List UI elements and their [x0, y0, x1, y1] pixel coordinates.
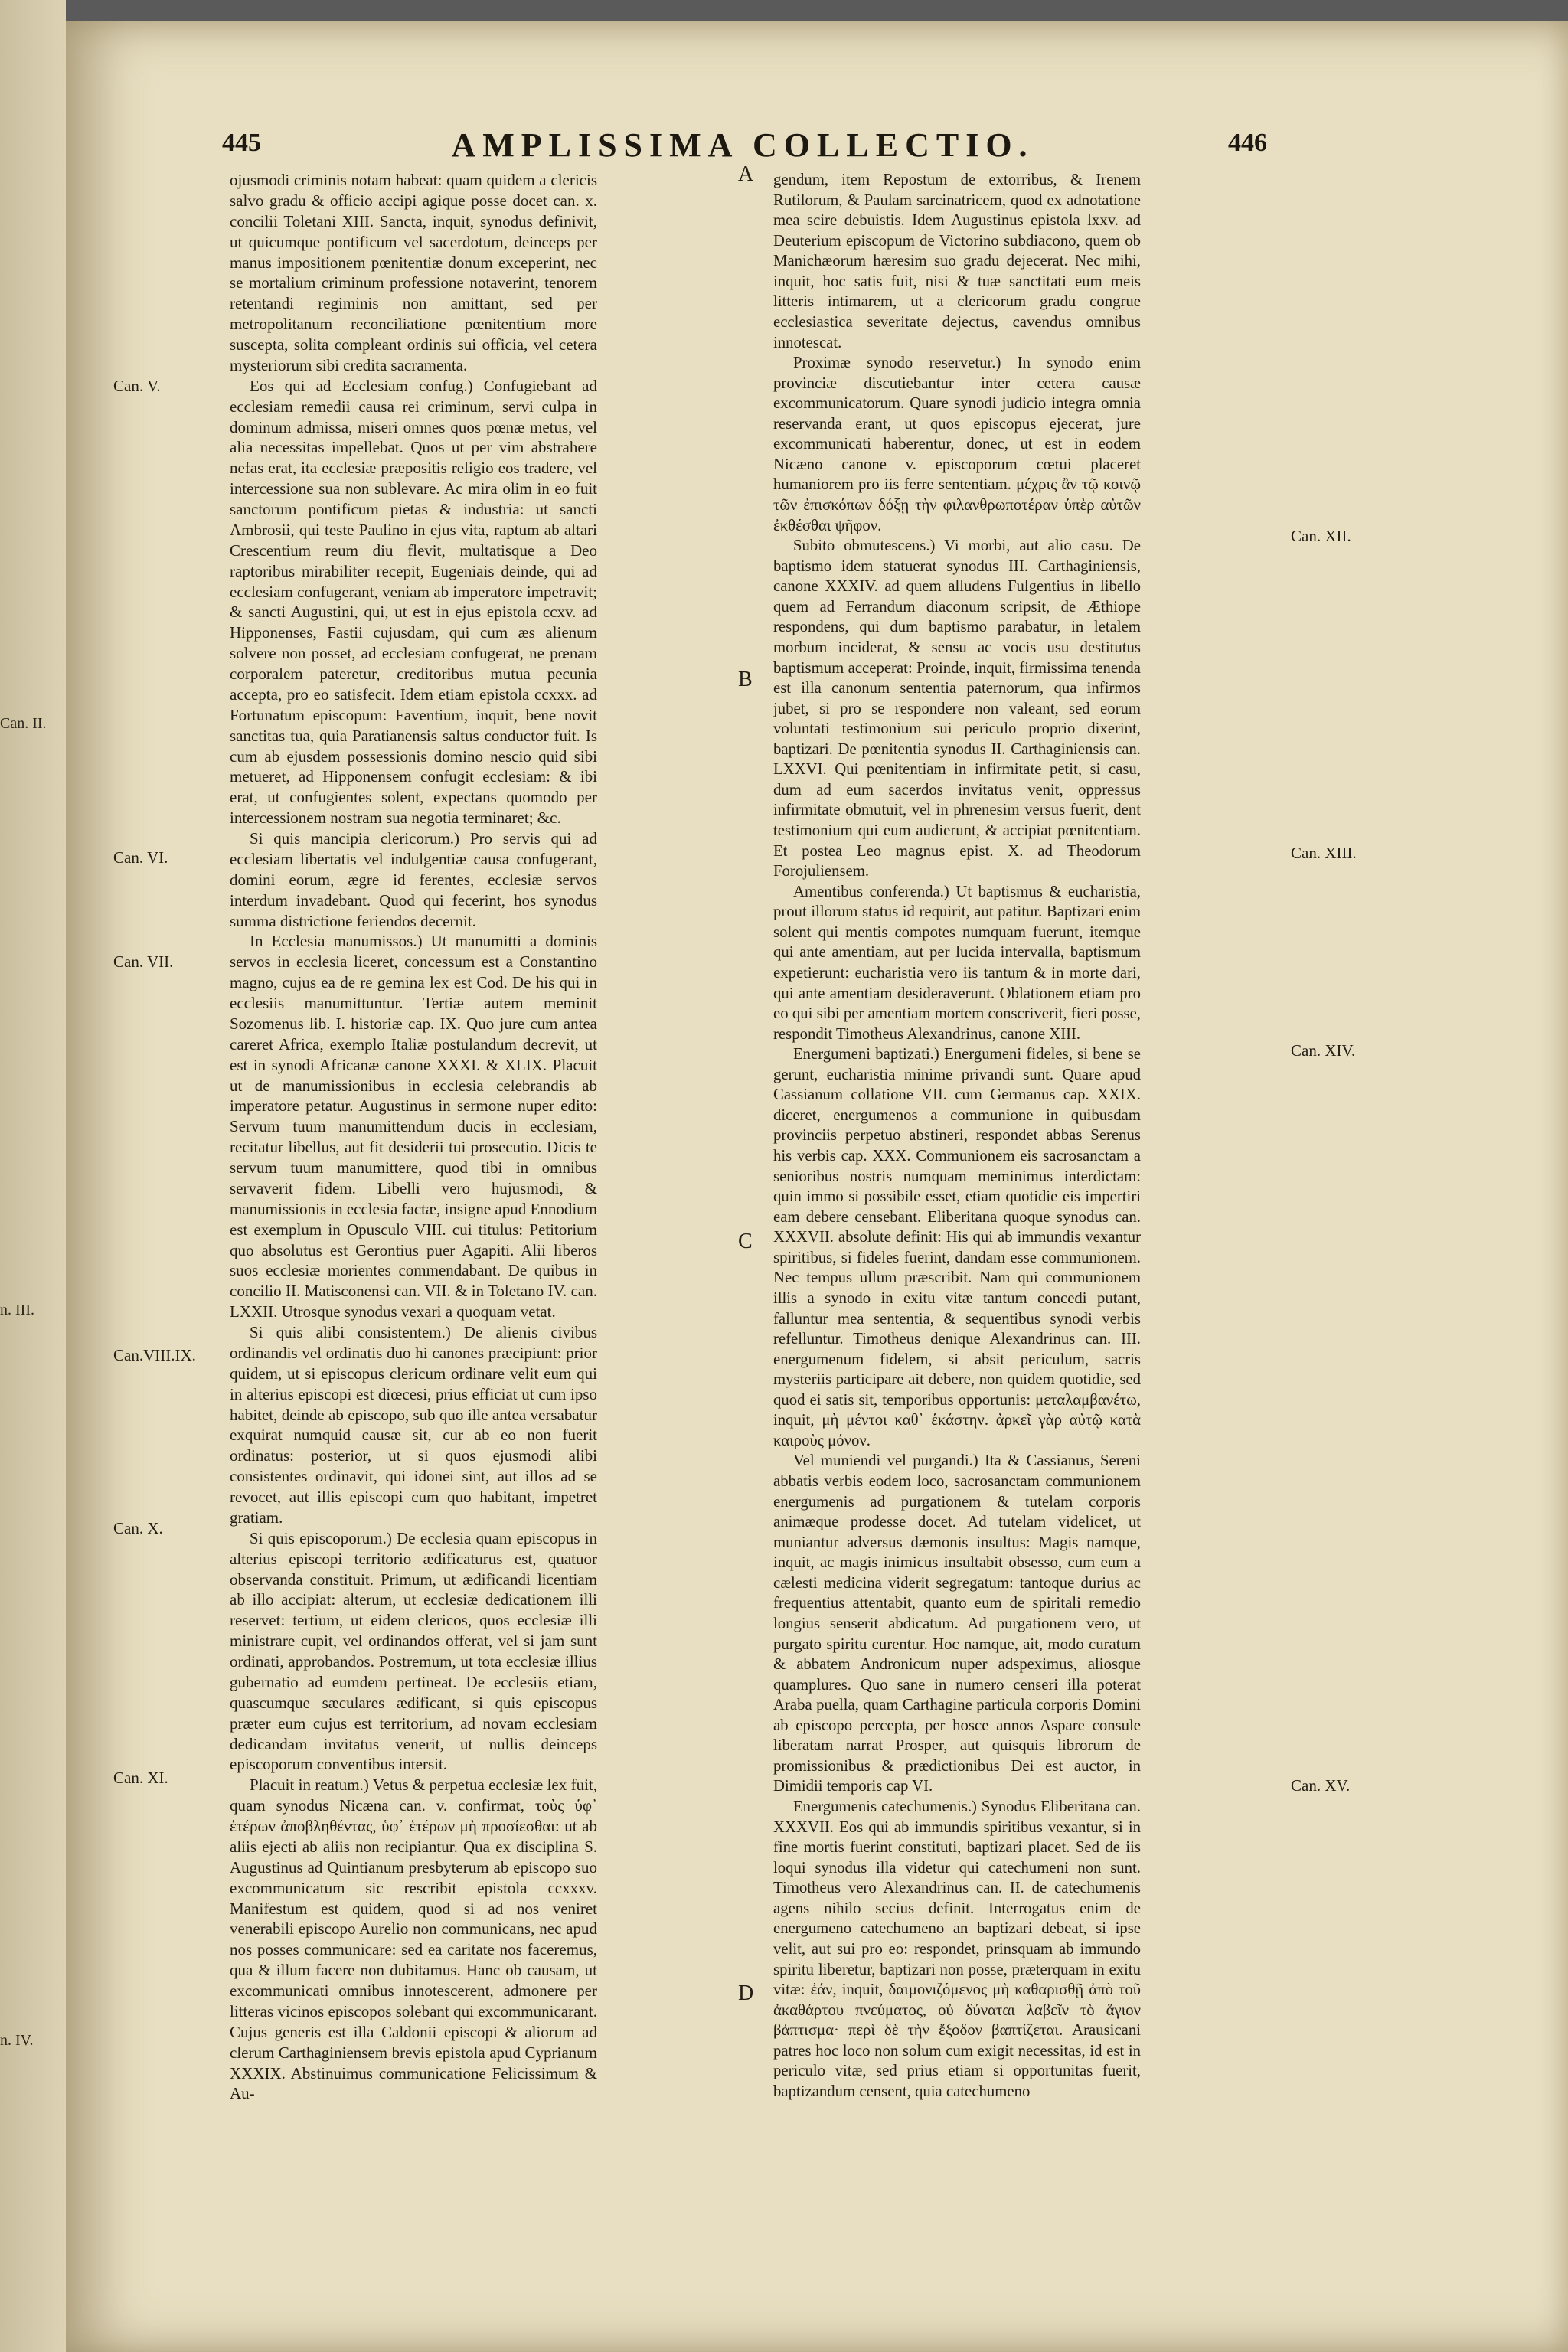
section-letter: D — [738, 1981, 754, 2005]
section-letter: A — [738, 162, 754, 186]
running-title: AMPLISSIMA COLLECTIO. — [451, 126, 1034, 164]
prev-margin-note: n. IV. — [0, 2032, 34, 2049]
canon-label: Can. XII. — [1291, 527, 1351, 545]
canon-label: Can. XIII. — [1291, 844, 1357, 862]
canon-label: Can. VII. — [113, 952, 174, 971]
paragraph: Si quis mancipia clericorum.) Pro servis qui ad ecclesiam libertatis vel indulgentiæ causa confugerant, domini eorum, ægre id ferentes, ecclesiæ servos interdum invadebant. Quod qui fecerint, hos synodus summa districtione feriendos decernit. — [230, 829, 597, 930]
canon-label: Can. XV. — [1291, 1776, 1351, 1795]
paragraph: Subito obmutescens.) Vi morbi, aut alio casu. De baptismo idem statuerat synodus III. Carthaginiensis, canone XXXIV. ad quem alludens Fulgentius in libello quem ad Ferrandum diaconum scripsit, de Æthiope respondens, qui dum baptismo parabatur, in letalem morbum inciderat, & sensu ac vocis usu destitutus baptismum acceperat: Proinde, inquit, firmissima tenenda est illa canonum sententia paternorum, qua infirmos jubet, si pro se respondere non valeant, sed eorum voluntati testimonium sui periculo proprio dixerint, baptizari. De pœnitentia synodus II. Carthaginiensis can. LXXVI. Qui pœnitentiam in infirmitate petit, si casu, dum ad eum sacerdos invitatus venit, oppressus infirmitate obmutuit, vel in phrenesim versus fuerit, dent testimonium qui eum audierunt, & accipiat pœnitentiam. Et postea Leo magnus epist. X. ad Theodorum Forojuliensem. — [773, 537, 1141, 880]
paragraph: Vel muniendi vel purgandi.) Ita & Cassianus, Sereni abbatis verbis eodem loco, sacrosanctam communionem energumenis ad purgationem & tutelam corporis animæque prodesse docet. Ad tutelam videlicet, ut muniantur adversus dæmonis insultus: Magis namque, inquit, ac magis inimicus insultabit obsesso, cum eum a cælesti medicina viderit segregatum: tantoque durius ac frequentius attentabit, quanto eum de spiritali remedio longius senserit abdicatum. Ad purgationem vero, ut purgato spiritu curentur. Hoc namque, ait, modo curatum & abbatem Andronicum nuper adspeximus, aliosque quamplures. Quo sane in numero censeri illa poterat Araba puella, quam Carthagine particula corporis Domini ab episcopo percepta, per hosce annos Aspare consule liberatam narrat Prosper, aut quisquis librorum de promissionibus & prædictionibus Dei est auctor, in Dimidii temporis cap VI. — [773, 1452, 1141, 1795]
left-text-column — [230, 170, 597, 2104]
paragraph: Proximæ synodo reservetur.) In synodo enim provinciæ discutiebantur inter cetera causæ excommunicatorum. Quare synodi judicio integra omnia reservanda erant, ut quos episcopus ejecerat, jure excommunicati haberentur, donec, ut est in eodem Nicæno canone v. episcoporum cœtui placeret humaniorem pro iis ferre sententiam. μέχρις ἂν τῷ κοινῷ τῶν ἐπισκόπων δόξῃ τὴν φιλανθρωποτέραν ὑπὲρ αὐτῶν ἐκθέσθαι ψῆφον. — [773, 354, 1141, 534]
prev-margin-note: n. III. — [0, 1302, 34, 1318]
section-letter: C — [738, 1230, 753, 1253]
right-text-column — [773, 170, 1141, 2102]
left-page-number: 445 — [222, 129, 261, 157]
canon-label: Can. XI. — [113, 1769, 168, 1787]
paragraph: Si quis episcoporum.) De ecclesia quam episcopus in alterius episcopi territorio ædificaturus est, quatuor observanda constituit. Primum, ut ædificandi licentiam ab illo accipiat: alterum, ut ecclesiæ dedicationem illi reservet: tertium, ut eidem clericos, quos ecclesiæ illi ministrare cupit, vel ordinandos offerat, vel si jam sunt ordinati, approbandos. Postremum, ut tota ecclesiæ illius gubernatio ad eumdem pertineat. De ecclesiis etiam, quascumque sæculares ædificant, si quis episcopus præter eum cujus est territorium, ad novam ecclesiam dedicandam invitatus venerit, ut nullis deinceps episcoporum conventibus intersit. — [230, 1528, 597, 1774]
previous-page-edge — [0, 0, 66, 2352]
paragraph: In Ecclesia manumissos.) Ut manumitti a dominis servos in ecclesia liceret, concessum est a Constantino magno, cujus ea de re gemina lex est Cod. De his qui in ecclesiis manumittuntur. Tertiæ autem meminit Sozomenus lib. I. historiæ cap. IX. Quo jure cum antea careret Africa, exemplo Italiæ postulandum decrevit, ut est in synodi Africanæ canone XXXI. & XLIX. Placuit ut de manumissionibus in ecclesia celebrandis ab imperatore petatur. Augustinus in sermone nuper edito: Servum tuum manumittendum ducis in ecclesiam, recitatur libellus, aut fit desiderii tui prosecutio. Dicis te servum tuum manumittere, quod tibi in omnibus servaverit fidem. Libelli vero hujusmodi, & manumissionis in ecclesia factæ, insigne apud Ennodium est exemplum in Opusculo VIII. cui titulus: Petitorium quo absolutus est Gerontius puer Agapiti. Alii liberos suos ecclesiæ morientes commendabant. De quibus in concilio II. Matisconensi can. VII. & in Toletano IV. can. LXXII. Utrosque synodus vexari a quoquam vetat. — [230, 932, 597, 1321]
page-header — [0, 126, 1568, 172]
canon-label: Can. XIV. — [1291, 1041, 1356, 1060]
right-page-number: 446 — [1228, 129, 1267, 157]
paragraph: ojusmodi criminis notam habeat: quam quidem a clericis salvo gradu & officio accipi agique posse docet can. x. concilii Toletani XIII. Sancta, inquit, synodus definivit, ut quicumque pontificum vel sacerdotum, deinceps per manus impositionem pœnitentiæ donum exceperint, nec se mortalium criminum professione notaverint, tenorem retentandi regiminis non amittant, sed per metropolitanum reconciliatione pœnitentium more suscepta, solita compleant ordinis sui officia, vel cetera mysteriorum sibi credita sacramenta. — [230, 171, 597, 374]
paragraph: Placuit in reatum.) Vetus & perpetua ecclesiæ lex fuit, quam synodus Nicæna can. v. confirmat, τοὺς ὑφ᾽ ἑτέρων ἀποβληθέντας, ὑφ᾽ ἑτέρων μὴ προσίεσθαι: ut ab aliis ejecti ab aliis non recipiantur. Qua ex disciplina S. Augustinus ad Quintianum presbyterum ab episcopo suo excommunicatum sic rescribit epistola ccxxxv. Manifestum est quidem, quod si ad nos veniret venerabili episcopo Aurelio non communicans, nec apud nos posses communicare: sed ea caritate nos faceremus, qua & illum facere non dubitamus. Hanc ob causam, ut excommunicati omnibus innotescerent, admonere per litteras vicinos episcopos solebant qui excommunicarant. Cujus generis est illa Caldonii episcopi & aliorum ad clerum Carthaginiensem brevis epistola apud Cyprianum XXXIX. Abstinuimus communicatione Felicissimum & Au- — [230, 1775, 597, 2103]
canon-label: Can. VI. — [113, 848, 168, 867]
canon-label: Can. V. — [113, 377, 161, 395]
canon-label: Can.VIII.IX. — [113, 1346, 196, 1364]
paragraph: Energumenis catechumenis.) Synodus Eliberitana can. XXXVII. Eos qui ab immundis spiritibus vexantur, si in fine mortis fuerint constituti, baptizari placet. Sed de iis loqui synodus illa videtur qui catechumeni non sunt. Timotheus vero Alexandrinus can. II. de catechumenis agens nihilo secius definit. Interrogatus enim de energumeno catechumeno an baptizari debeat, si ipse velit, aut sui pro eo: respondet, prinsquam ab immundo spiritu liberetur, baptizari non posse, præterquam in exitu vitæ: ἐάν, inquit, δαιμονιζόμενος μὴ καθαρισθῇ ἀπὸ τοῦ ἀκαθάρτου πνεύματος, οὐ δύναται λαβεῖν τὸ ἅγιον βάπτισμα· περὶ δὲ τὴν ἔξοδον βαπτίζεται. Arausicani patres hoc loco non solum cum exigit necessitas, id est in periculo vitæ, sed prius etiam si opportunitas fuerit, baptizandum censent, quia catechumeno — [773, 1798, 1141, 2100]
paragraph: Si quis alibi consistentem.) De alienis civibus ordinandis vel ordinatis duo hi canones præcipiunt: prior quidem, ut si episcopus clericum ordinare velit eum qui in alterius episcopi est diœcesi, prius efficiat ut cum ipso habitet, deinde ab episcopo, sub quo ille antea versabatur exquirat numquid causæ sit, cur ab eo non fuerit ordinatus: posterior, ut si quos ejusmodi alibi consistentes ordinavit, qui idonei sint, aut illos ad se revocet, aut illis episcopi cum quo habitant, impetret gratiam. — [230, 1323, 597, 1527]
paragraph: Energumeni baptizati.) Energumeni fideles, si bene se gerunt, eucharistia minime privandi sunt. Quare apud Cassianum collatione VII. cum Germanus cap. XXIX. diceret, energumenos a communione in quibusdam provinciis perpetuo abstineri, respondet abbas Serenus his verbis cap. XXX. Communionem eis sacrosanctam a senioribus nostris numquam meminimus interdictam: quin immo si possibile esset, etiam quotidie eis impertiri eam debere censebant. Eliberitana quoque synodus can. XXXVII. absolute definit: His qui ab immundis vexantur spiritibus, si fideles fuerint, dandam esse communionem. Nec tempus ullum præscribit. Nam qui communionem illis a synodo in exitu vitæ tantum concedi putant, falluntur mea sententia, & sequentibus synodi verbis refelluntur. Timotheus denique Alexandrinus can. III. energumenum fidelem, si absit periculum, sacris mysteriis participare ait debere, non quidem quotidie, sed quod ei satis sit, temporibus opportunis: μεταλαμβανέτω, inquit, μὴ μέντοι καθ᾽ ἑκάστην. ἀρκεῖ γὰρ αὐτῷ κατὰ καιροὺς μόνον. — [773, 1046, 1141, 1449]
section-letter: B — [738, 668, 753, 691]
paragraph: Amentibus conferenda.) Ut baptismus & eucharistia, prout illorum status id requirit, aut patitur. Baptizari enim solent qui mentis compotes numquam fuerunt, itemque qui ante amentiam, aut per lucida intervalla, baptismum expetierunt: eucharistia vero iis tantum & in morte dari, qui ante amentiam desideraverunt. Oblationem etiam pro eo qui sibi per amentiam mortem conscriverit, fieri posse, respondit Timotheus Alexandrinus, canone XIII. — [773, 883, 1141, 1043]
paragraph: gendum, item Repostum de extorribus, & Irenem Rutilorum, & Paulam sarcinatricem, quod ex adnotatione mea scire debuistis. Idem Augustinus epistola lxxv. ad Deuterium episcopum de Victorino subdiacono, quem ob Manichæorum hæresim suo gradu dejecerat. Nec mihi, inquit, hoc satis fuit, nisi & tuæ sanctitati eum meis litteris intimarem, ut a clericorum gradu congrue ecclesiastica severitate dejectus, cavendus omnibus innotescat. — [773, 172, 1141, 351]
prev-margin-note: Can. II. — [0, 715, 47, 732]
canon-label: Can. X. — [113, 1519, 163, 1537]
paragraph: Eos qui ad Ecclesiam confug.) Confugiebant ad ecclesiam remedii causa rei criminum, servi culpa in dominum admissa, miseri omnes quos pœnæ metus, vel alia necessitas impellebat. Quos ut per vim abstrahere nefas erat, ita ecclesiæ præpositis religio eos tradere, vel intercessione sua non sublevare. Ac mira olim in eo fuit sanctorum pontificum pietas & industria: ut sancti Ambrosii, qui teste Paulino in ejus vita, raptum ab altari Crescentium reum diu flevit, multatisque a Deo raptoribus mirabiliter recepit, Eugeniais deinde, qui ad ecclesiam confugerant, veniam ab imperatore impetravit; & sancti Augustini, qui, ut est in ejus epistola ccxv. ad Hipponenses, Fastii cujusdam, qui cum æs alienum solvere non posset, ad ecclesiam confugerat, ne pœnam corporalem pateretur, creditoribus mutua pecunia accepta, pro eo satisfecit. Idem etiam epistola ccxxx. ad Fortunatum episcopum: Faventium, inquit, bene novit sanctitas tua, quia Paratianensis saltus conductor fuit. Is cum ab ejusdem possessionis domino nescio quid sibi metueret, ad Hipponensem confugit ecclesiam: & ibi erat, ut confugientes solent, expectans quomodo per intercessionem nostram sua negotia terminaret; &c. — [230, 376, 597, 828]
